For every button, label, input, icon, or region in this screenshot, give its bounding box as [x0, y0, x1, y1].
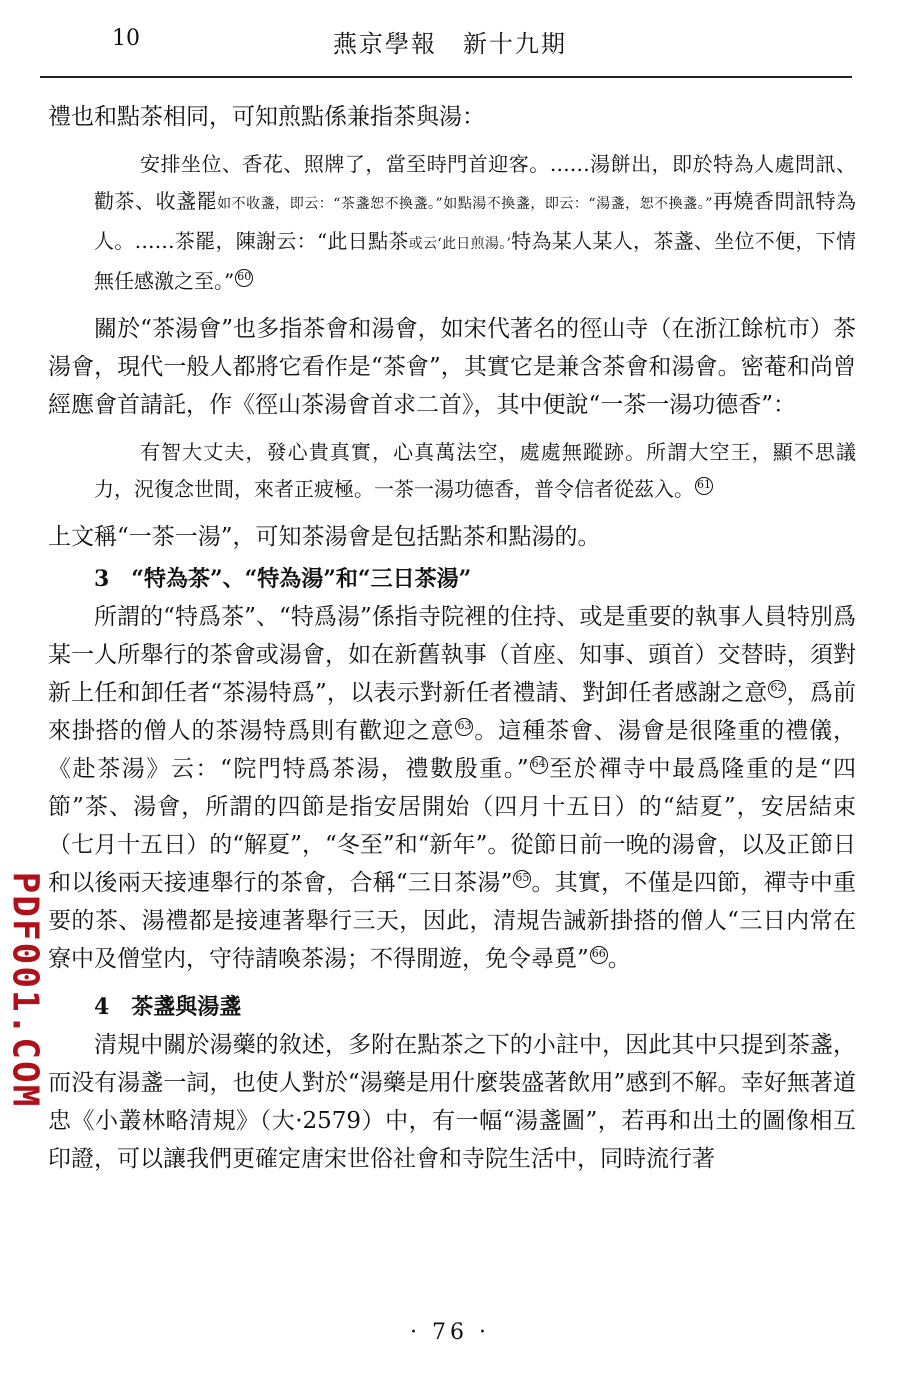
footnote-marker: 63: [455, 718, 473, 736]
paragraph-4-text-a: 所謂的“特爲茶”、“特爲湯”係指寺院裡的住持、或是重要的執事人員特別爲某一人所舉行的茶會或湯會，如在新舊執事（首座、知事、頭首）交替時，須對新上任和卸任者“茶湯特爲”，以表示對新任者禮請、對卸任者感謝之意: [48, 604, 856, 706]
paragraph-1: 禮也和點茶相同，可知煎點係兼指茶與湯：: [48, 104, 485, 130]
quote-1-text-a: 安排坐位、香花、照牌了，當至時門首迎客。……湯餅出，即於特為人處問訊、勸茶、收盞罷: [94, 152, 856, 213]
quote-1-note-1: 如不收盞，即云：“茶盞恕不換盞。”如點湯不換盞，即云：“湯盞，恕不換盞。”: [217, 196, 713, 212]
section-heading-3: 3 “特為茶”、“特為湯”和“三日茶湯”: [94, 566, 472, 592]
quote-1: [94, 146, 856, 300]
header-page-number: 10: [112, 26, 140, 51]
paragraph-4-text-b: ，爲前來掛搭的僧人的茶湯特爲則有歡迎之意: [48, 680, 856, 744]
paragraph-4-text-d: 至於禪寺中最爲隆重的是“四節”茶、湯會，所謂的四節是指安居開始（四月十五日）的“結夏”，安居結束（七月十五日）的“解夏”，“冬至”和“新年”。從節日前一晚的湯會，以及正節日和以後兩天接連舉行的茶會，合稱“三日茶湯”: [48, 756, 856, 896]
quote-1-text-c: 特為某人某人，茶盞、坐位不便，下情無任感激之至。”: [94, 229, 856, 293]
footnote-marker: 64: [530, 756, 548, 774]
watermark-text: PDF001.COM: [4, 871, 46, 1109]
section-heading-4: 4 茶盞與湯盞: [94, 994, 242, 1020]
journal-title: 燕京學報 新十九期: [333, 30, 567, 58]
footnote-marker: 66: [590, 946, 608, 964]
page-footer-number: · 76 ·: [410, 1320, 490, 1345]
paragraph-2: 關於“茶湯會”也多指茶會和湯會，如宋代著名的徑山寺（在浙江餘杭市）茶湯會，現代一般人都將它看作是“茶會”，其實它是兼含茶會和湯會。密菴和尚曾經應會首請託，作《徑山茶湯會首求二首》，其中便說“一茶一湯功德香”：: [48, 316, 856, 418]
paragraph-4-text-e: 。其實，不僅是四節，禪寺中重要的茶、湯禮都是接連著舉行三天，因此，清規告誡新掛搭的僧人“三日内常在寮中及僧堂内，守待請喚茶湯；不得閒遊，免令尋覓”: [48, 870, 856, 972]
paragraph-4-text-f: 。: [607, 946, 631, 972]
footnote-marker: 65: [513, 870, 531, 888]
paragraph-5: 清規中關於湯藥的敘述，多附在點茶之下的小註中，因此其中只提到茶盞，而没有湯盞一詞，也使人對於“湯藥是用什麼裝盛著飲用”感到不解。幸好無著道忠《小叢林略清規》（大·2579）中，有一幅“湯盞圖”，若再和出土的圖像相互印證，可以讓我們更確定唐宋世俗社會和寺院生活中，同時流行著: [48, 1032, 856, 1172]
paragraph-3: 上文稱“一茶一湯”，可知茶湯會是包括點茶和點湯的。: [48, 524, 601, 550]
running-header: [48, 22, 852, 62]
body-text: [48, 98, 856, 1178]
footnote-marker: 61: [695, 477, 713, 495]
paragraph-4: [48, 598, 856, 978]
quote-1-text-b: 再燒香問訊特為人。……茶罷，陳謝云：“此日點茶: [94, 189, 856, 253]
quote-2-text: 有智大丈夫，發心貴真實，心真萬法空，處處無蹤跡。所謂大空王，顯不思議力，況復念世間，來者正疲極。一茶一湯功德香，普令信者從茲入。: [94, 440, 856, 501]
quote-2: [94, 434, 856, 508]
footnote-marker: 62: [768, 680, 786, 698]
header-rule: [40, 76, 852, 78]
footnote-marker: 60: [235, 269, 253, 287]
quote-1-note-2: 或云‘此日煎湯。’: [408, 236, 511, 252]
site-watermark: [2, 870, 48, 1110]
paragraph-4-text-c: 。這種茶會、湯會是很隆重的禮儀，《赴茶湯》云：“院門特爲茶湯，禮數殷重。”: [48, 718, 857, 782]
